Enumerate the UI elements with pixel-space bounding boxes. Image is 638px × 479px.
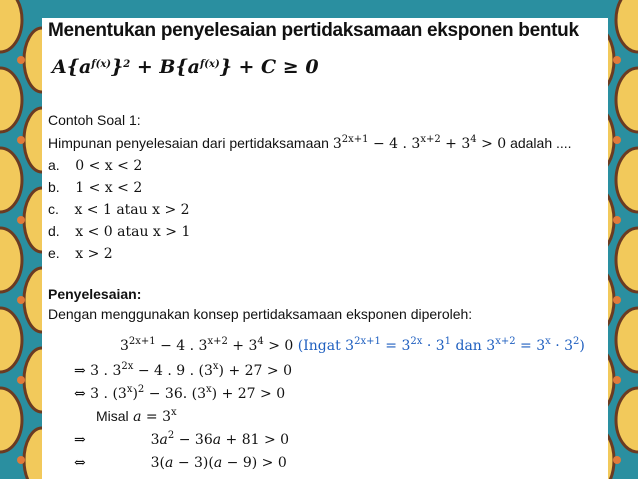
step-2: ⇒ 3 . $3^{2x} - 4$ . 9 . $(3^x) + 27 > 0$	[74, 361, 292, 379]
implies-arrow: ⇒	[74, 432, 86, 448]
content-sheet	[42, 18, 608, 479]
question-text	[48, 135, 572, 152]
iff-arrow: ⇔	[74, 455, 86, 471]
question-inequality: $3^{2x+1} - 4$ . $3^{x+2} + 3^4 > 0$	[332, 134, 507, 152]
option-a[interactable]: a. 0 < x < 2	[48, 157, 143, 174]
step-4: ⇒ $3a^2 - 36a + 81 > 0$	[74, 430, 290, 448]
implies-arrow: ⇒	[74, 363, 86, 379]
solution-intro: Dengan menggunakan konsep pertidaksamaan eksponen diperoleh:	[48, 306, 473, 322]
remember-note: (Ingat $3^{2x+1} = 3^{2x} \cdot 3^1$ dan $3^{x+2} = 3^x \cdot 3^2$)	[297, 336, 585, 354]
option-b[interactable]: b. 1 < x < 2	[48, 179, 143, 196]
petal-pattern-left	[0, 0, 42, 479]
iff-arrow: ⇔	[74, 386, 86, 402]
option-c[interactable]: c. x < 1 atau x > 2	[48, 201, 190, 218]
solution-heading: Penyelesaian:	[48, 286, 142, 302]
general-form-formula: $A\{a^{f(x)}\}^2 + B\{a^{f(x)}\} + C \ge 0$	[52, 56, 319, 78]
step-3: ⇔ 3 . $(3^x)^2 - 36$. $(3^x) + 27 > 0$	[74, 384, 286, 402]
option-e[interactable]: e. x > 2	[48, 245, 113, 262]
question-suffix: adalah ....	[510, 135, 572, 151]
step-substitution: Misal $a = 3^x$	[96, 407, 177, 425]
step-1: $3^{2x+1} - 4$ . $3^{x+2} + 3^4 > 0$ (Ingat $3^{2x+1} = 3^{2x} \cdot 3^1$ dan $3^{x+2} = 3^x \cdot 3^2$)	[120, 336, 585, 354]
example-heading: Contoh Soal 1:	[48, 112, 141, 128]
option-d[interactable]: d. x < 0 atau x > 1	[48, 223, 191, 240]
step-5: ⇔ 3(a − 3)(a − 9) > 0	[74, 455, 287, 471]
left-pattern	[0, 0, 42, 479]
question-prefix: Himpunan penyelesaian dari pertidaksamaan	[48, 135, 329, 151]
page-title: Menentukan penyelesaian pertidaksamaan eksponen bentuk	[48, 20, 579, 41]
